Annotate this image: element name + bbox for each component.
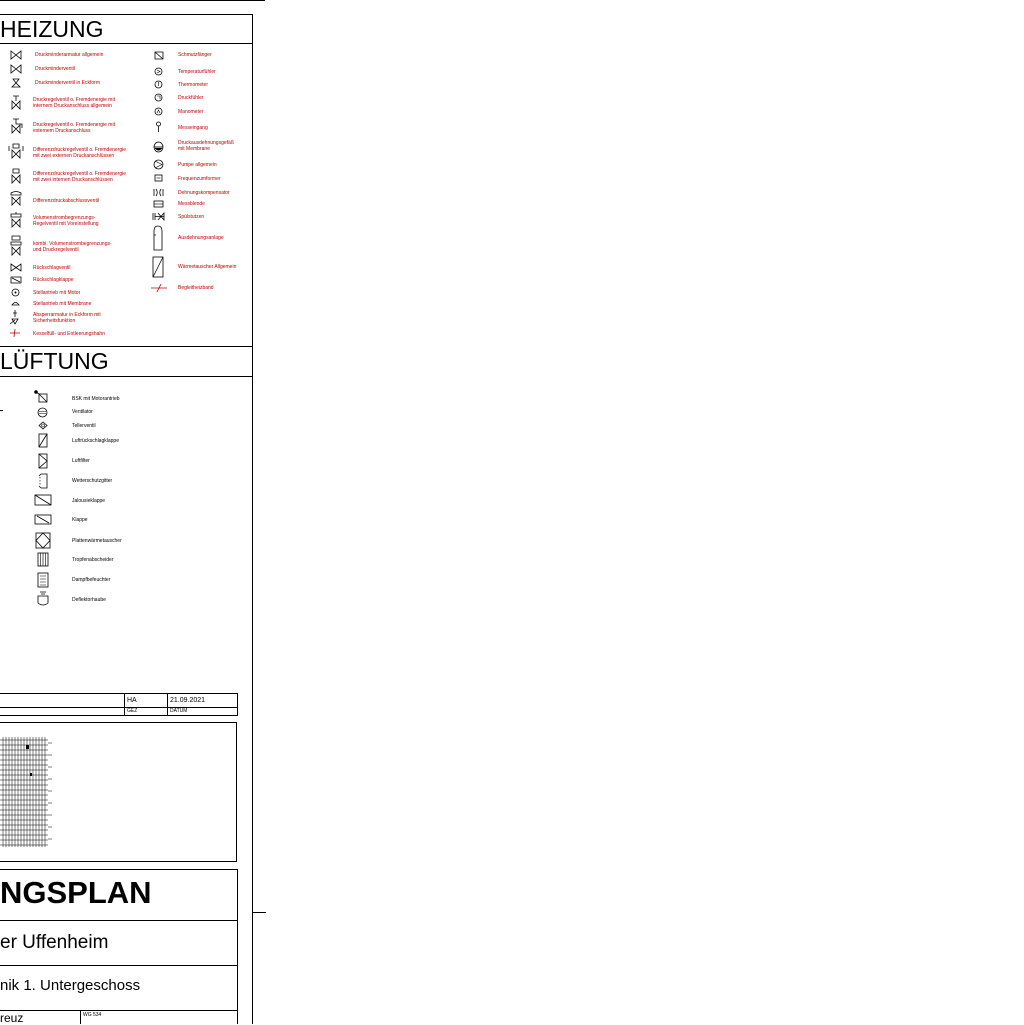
legend-label: Frequenzumformer [178,176,221,182]
heizung-top-line [0,14,253,15]
tb-line [0,693,238,694]
flush-nozzle-icon [152,212,165,221]
strainer-icon [154,51,164,60]
air-check-flap-icon [38,433,48,448]
air-filter-icon [38,453,48,469]
check-flap-icon [10,276,22,284]
steam-humidifier-icon [37,572,49,588]
legend-label: Ausdehnungsanlage [178,235,224,241]
pressure-regulator-ext-icon [10,118,24,135]
legend-label: Differenzdruckabschlussventil [33,198,100,204]
legend-label: Stellantrieb mit Membrane [33,301,92,307]
expansion-vessel-icon [153,141,164,154]
diff-pressure-valve-icon [7,143,25,160]
drawn-by-value: HA [127,697,137,704]
tb-line [80,1010,81,1024]
legend-label: Klappe [72,517,88,523]
flow-limit-valve-icon [9,212,23,229]
legend-label: Schmutzfänger [178,52,212,58]
legend-label: Dampfbefeuchter [72,577,111,583]
tb-line [124,693,125,715]
legend-label: Plattenwärmetauscher [72,538,122,544]
top-frame-line [0,0,265,1]
disc-valve-icon [38,421,48,430]
tb-line [167,693,168,715]
legend-label: Rückschlagklappe [33,277,74,283]
manometer-icon [154,107,163,116]
legend-label: Druckfühler [178,95,204,101]
heat-exchanger-icon [152,256,164,278]
bottom-left-text: reuz [0,1011,24,1025]
plan-title: NGSPLAN [0,875,152,910]
fan-icon [37,407,48,418]
droplet-separator-icon [37,552,49,567]
legend-label: Begleitheizband [178,285,214,291]
compensator-icon [153,188,164,197]
legend-label: Druckminderventil [35,66,76,72]
legend-label: Jalousieklappe [72,498,106,504]
heizung-title-bottom-line [0,43,253,44]
legend-label: Druckregelventil o. Fremdenergie mit externem Druckanschluss [33,122,115,134]
legend-label: BSK mit Motorantrieb [72,396,120,402]
legend-label: Temperaturfühler [178,69,216,75]
date-label: DATUM [170,708,188,714]
legend-label: Messeingang [178,125,208,131]
thermometer-icon [154,80,163,89]
weather-grille-icon [38,473,48,489]
legend-label: Differenzdruckregelventil o. Fremdenergie mit zwei internen Druckanschlüssen [33,171,127,183]
legend-label: Stellantrieb mit Motor [33,290,81,296]
fire-damper-motor-icon [33,389,49,403]
legend-label: Dehnungskompensator [178,190,230,196]
expansion-unit-icon [152,225,164,251]
legend-label: Rückschlagventil [33,265,71,271]
membrane-actuator-icon [11,300,20,306]
drain-cock-icon [9,328,21,338]
orifice-icon [153,200,164,208]
damper-icon [34,514,52,525]
plate-exchanger-icon [35,532,51,549]
angle-valve-icon [11,78,21,88]
right-border-line [252,14,253,1024]
lueftung-top-line [0,346,253,347]
legend-label: Differenzdruckregelventil o. Fremdenergie mit zwei externen Druckanschlüssen [33,147,127,159]
diff-shutoff-valve-icon [9,191,23,207]
temp-sensor-icon [154,67,163,76]
bottom-code-text: WG 534 [83,1012,102,1018]
legend-label: Luftfilter [72,458,90,464]
measure-point-icon [155,121,162,133]
legend-label: Tellerventil [72,423,96,429]
edge-tick-line [252,912,266,913]
safety-angle-valve-icon [9,309,21,326]
pump-icon [153,159,164,170]
legend-label: Absperrarmatur in Eckform mit Sicherheitsfunktion [33,312,101,324]
tb-line [0,715,238,716]
valve-bowtie-icon [10,64,22,74]
legend-label: Druckausdehnungsgefäß mit Membrane [178,140,234,152]
legend-label: Tropfenabscheider [72,557,114,563]
legend-label: Thermometer [178,82,209,88]
legend-label: kombi. Volumenstrombegrenzungs- und Druckregelventil [33,241,112,253]
pressure-sensor-icon [154,93,163,102]
legend-label: Messblende [178,201,205,207]
pressure-regulator-icon [10,95,22,111]
legend-label: Manometer [178,109,204,115]
legend-label: Volumenstrombegrenzungs- Regelventil mit Voreinstellung [33,215,99,227]
tick-mark [0,410,3,411]
legend-label: Ventilator [72,409,93,415]
tb-line [0,707,238,708]
lueftung-title-bottom-line [0,376,253,377]
legend-label: Wetterschutzgitter [72,478,113,484]
louver-damper-icon [34,494,52,506]
lueftung-title: LÜFTUNG [0,348,109,374]
trace-heating-icon [150,283,168,293]
heizung-title: HEIZUNG [0,16,104,42]
legend-label: Wärmetauscher Allgemein [178,264,237,270]
location-text: er Uffenheim [0,932,109,953]
tb-line [0,965,238,966]
motor-actuator-icon [11,288,20,297]
legend-label: Pumpe allgemein [178,162,217,168]
check-valve-icon [10,263,22,272]
site-map-grid [0,735,56,850]
legend-label: Druckminderventil in Eckform [35,80,101,86]
valve-bowtie-icon [10,50,22,60]
frequency-converter-icon [154,174,163,182]
drawn-by-label: GEZ [127,708,138,714]
legend-label: Kesselfüll- und Entleerungshahn [33,331,105,337]
tb-line [237,693,238,715]
deflector-hood-icon [36,591,50,608]
floor-text: nik 1. Untergeschoss [0,977,141,994]
legend-label: Druckminderarmatur allgemein [35,52,104,58]
legend-label: Spülstutzen [178,214,205,220]
date-value: 21.09.2021 [170,697,206,704]
tb-line [0,1010,238,1011]
tb-line [0,920,238,921]
legend-label: Luftrückschlagklappe [72,438,119,444]
legend-label: Deflektorhaube [72,597,106,603]
diff-pressure-valve-int-icon [9,168,23,185]
combi-valve-icon [9,235,23,257]
legend-label: Druckregelventil o. Fremdenergie mit internem Druckanschluss allgemein [33,97,115,109]
